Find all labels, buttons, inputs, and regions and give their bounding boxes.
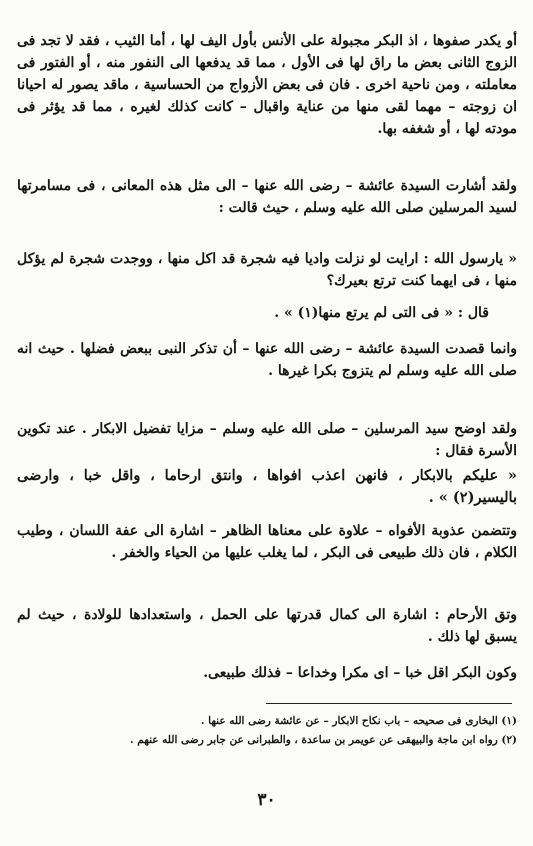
paragraph-prophet-explains: ولقد اوضح سيد المرسلين – صلى الله عليه وسلم – مزايا تفضيل الابكار . عند تكوين الأسرة فقال : bbox=[17, 421, 517, 459]
page-number: ٣٠ bbox=[257, 790, 276, 810]
paragraph-aisha-reference: ولقد أشارت السيدة عائشة – رضى الله عنها – الى مثل هذه المعانى ، فى مسامرتها لسيد المرسلين صلى الله عليه وسلم ، حيث قالت : bbox=[17, 178, 517, 216]
paragraph-less-deceit: وكون البكر اقل خبا – اى مكرا وخداعا – فذلك طبيعى. bbox=[203, 665, 517, 681]
paragraph-intro: أو يكدر صفوها ، اذ البكر مجبولة على الأنس بأول اليف لها ، أما الثيب ، فقد لا تجد فى الزوج الثانى بعض ما راق لها فى الأول ، مما قد يدفعها الى النفور منه ، أو الفتور فى معاملته ، ومن ناحية اخرى . فان فى بعض الأزواج من الحساسية ، ماقد يصور له احيانا ان زوجته – مهما لقى منها من عناية واقبال – كانت كذلك لغيره ، مما قد يؤثر فى مودته لها ، أو شغفه بها. bbox=[17, 33, 517, 137]
paragraph-aisha-intent: وانما قصدت السيدة عائشة – رضى الله عنها – أن تذكر النبى ببعض فضلها . حيث انه صلى الله عليه وسلم لم يتزوج بكرا غيرها . bbox=[17, 341, 517, 379]
footnote-2: (٢) رواه ابن ماجة والبيهقى عن عويمر بن ساعدة ، والطبرانى عن جابر رضى الله عنهم . bbox=[129, 734, 517, 746]
footnote-1: (١) البخارى فى صحيحه – باب نكاح الابكار – عن عائشة رضى الله عنها . bbox=[200, 715, 517, 727]
footnote-divider bbox=[266, 703, 512, 704]
paragraph-sweet-mouths: وتتضمن عذوبة الأفواه – علاوة على معناها الظاهر – اشارة الى عفة اللسان ، وطيب الكلام ، فان ذلك طبيعى فى البكر ، لما يغلب عليها من الحياء والخفر . bbox=[17, 523, 517, 561]
paragraph-aisha-question: « يارسول الله : ارايت لو نزلت واديا فيه شجرة قد اكل منها ، ووجدت شجرة لم يؤكل منها ، فى ايهما كنت ترتع بعيرك؟ bbox=[17, 251, 517, 289]
hadith-quote: « عليكم بالابكار ، فانهن اعذب افواها ، وانتق ارحاما ، واقل خبا ، وارضى باليسير(٢) » . bbox=[17, 467, 517, 506]
paragraph-prophet-reply: قال : « فى التى لم يرتع منها(١) » . bbox=[274, 305, 489, 321]
paragraph-wombs: وتق الأرحام : اشارة الى كمال قدرتها على الحمل ، واستعدادها للولادة ، حيث لم يسبق لها ذلك . bbox=[17, 607, 517, 645]
